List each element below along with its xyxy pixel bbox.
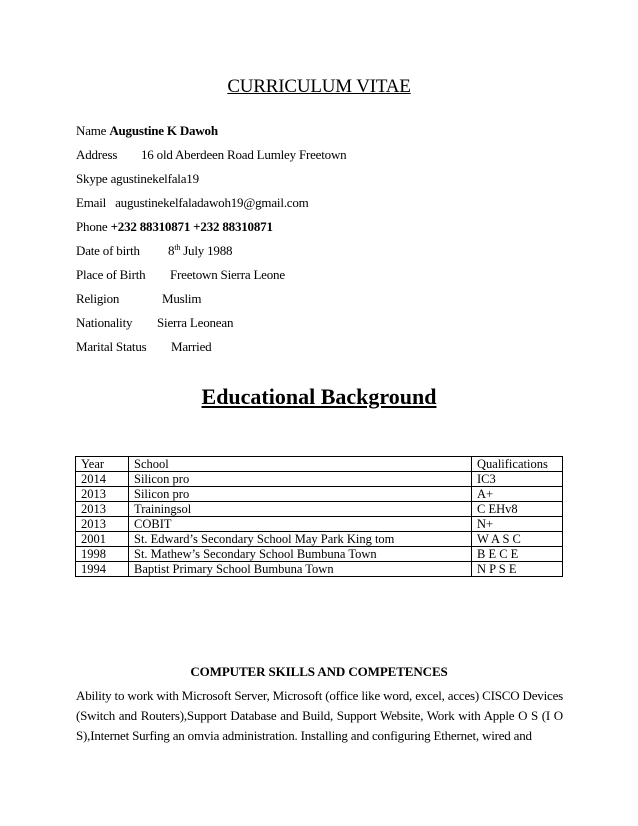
email-field	[76, 195, 309, 211]
phone-field	[76, 219, 273, 235]
cell-qual: W A S C	[472, 532, 563, 547]
name-value: Augustine K Dawoh	[109, 123, 218, 138]
cell-school: Silicon pro	[129, 487, 472, 502]
header-school: School	[129, 457, 472, 472]
skills-heading: COMPUTER SKILLS AND COMPETENCES	[190, 664, 448, 679]
cell-year: 2014	[76, 472, 129, 487]
cell-year: 2001	[76, 532, 129, 547]
table-header-row	[76, 457, 563, 472]
cell-year: 2013	[76, 502, 129, 517]
table-row	[76, 517, 563, 532]
religion-label: Religion	[76, 291, 120, 306]
cell-qual: N P S E	[472, 562, 563, 577]
cell-year: 2013	[76, 487, 129, 502]
pob-field	[76, 267, 285, 283]
nationality-label: Nationality	[76, 315, 133, 330]
dob-field	[76, 243, 233, 259]
page-title: CURRICULUM VITAE	[227, 76, 411, 97]
skype-value: agustinekelfala19	[110, 171, 199, 186]
table-row	[76, 532, 563, 547]
name-field	[76, 123, 218, 139]
address-field	[76, 147, 347, 163]
cell-year: 1998	[76, 547, 129, 562]
cell-school: St. Mathew’s Secondary School Bumbuna Town	[129, 547, 472, 562]
religion-field	[76, 291, 202, 307]
nationality-value: Sierra Leonean	[157, 315, 234, 330]
cell-school: Trainingsol	[129, 502, 472, 517]
skills-paragraph: Ability to work with Microsoft Server, Microsoft (office like word, excel, acces) CISCO Devices (Switch and Routers),Support Database and Build, Support Website, Work with Apple O S (I O S),Internet Surfing an omvia administration. Installing and configuring Ethernet, wired and	[76, 688, 563, 743]
cell-school: St. Edward’s Secondary School May Park King tom	[129, 532, 472, 547]
email-value: augustinekelfaladawoh19@gmail.com	[115, 195, 309, 210]
cell-school: Baptist Primary School Bumbuna Town	[129, 562, 472, 577]
table-row	[76, 472, 563, 487]
email-label: Email	[76, 195, 107, 210]
religion-value: Muslim	[162, 291, 202, 306]
table-row	[76, 487, 563, 502]
cell-qual: B E C E	[472, 547, 563, 562]
nationality-field	[76, 315, 234, 331]
cell-school: COBIT	[129, 517, 472, 532]
address-value: 16 old Aberdeen Road Lumley Freetown	[141, 147, 347, 162]
pob-value: Freetown Sierra Leone	[170, 267, 285, 282]
name-label: Name	[76, 123, 107, 138]
cell-school: Silicon pro	[129, 472, 472, 487]
address-label: Address	[76, 147, 118, 162]
cell-qual: A+	[472, 487, 563, 502]
education-table	[75, 456, 563, 577]
table-row	[76, 562, 563, 577]
phone-label: Phone	[76, 219, 108, 234]
pob-label: Place of Birth	[76, 267, 146, 282]
table-row	[76, 547, 563, 562]
education-heading: Educational Background	[201, 384, 437, 409]
cell-year: 1994	[76, 562, 129, 577]
header-year: Year	[76, 457, 129, 472]
cell-year: 2013	[76, 517, 129, 532]
dob-label: Date of birth	[76, 243, 140, 258]
dob-value: 8th July 1988	[168, 243, 233, 258]
skype-field	[76, 171, 199, 187]
marital-value: Married	[171, 339, 212, 354]
header-qualifications: Qualifications	[472, 457, 563, 472]
cell-qual: N+	[472, 517, 563, 532]
marital-label: Marital Status	[76, 339, 147, 354]
phone-value: +232 88310871 +232 88310871	[110, 219, 273, 234]
skype-label: Skype	[76, 171, 108, 186]
marital-field	[76, 339, 212, 355]
cell-qual: IC3	[472, 472, 563, 487]
cell-qual: C EHv8	[472, 502, 563, 517]
table-row	[76, 502, 563, 517]
